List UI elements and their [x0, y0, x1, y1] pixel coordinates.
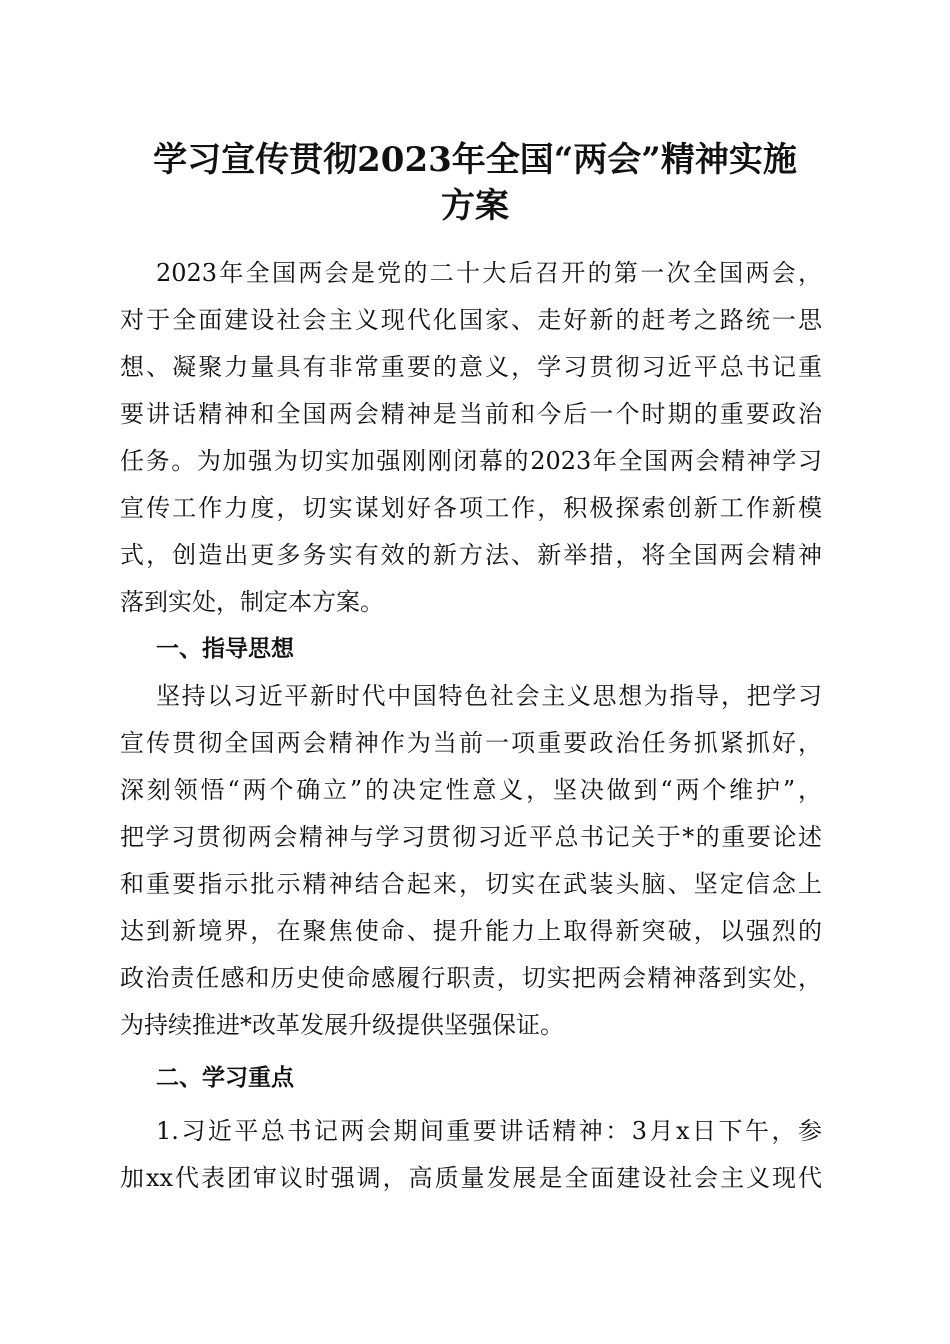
- section1-paragraph: [120, 673, 822, 1049]
- text-line: 坚持以习近平新时代中国特色社会主义思想为指导，把学习: [156, 682, 822, 710]
- text-line: 深刻领悟“两个确立”的决定性意义，坚决做到“两个维护”，: [120, 776, 822, 804]
- text-line: 达到新境界，在聚焦使命、提升能力上取得新突破，以强烈的: [120, 917, 822, 945]
- text-line: 宣传工作力度，切实谋划好各项工作，积极探索创新工作新模: [120, 494, 822, 522]
- text-line: 1.习近平总书记两会期间重要讲话精神：3月x日下午，参: [156, 1117, 822, 1145]
- intro-paragraph: [120, 250, 822, 626]
- text-line: 对于全面建设社会主义现代化国家、走好新的赶考之路统一思: [120, 306, 822, 334]
- text-line: 落到实处，制定本方案。: [120, 588, 384, 616]
- section-heading: 一、指导思想: [156, 636, 294, 662]
- text-line: 想、凝聚力量具有非常重要的意义，学习贯彻习近平总书记重: [120, 353, 822, 381]
- text-line: 2023年全国两会是党的二十大后召开的第一次全国两会，: [156, 259, 822, 287]
- document-title: 学习宣传贯彻2023年全国“两会”精神实施: [153, 140, 797, 180]
- text-line: 和重要指示批示精神结合起来，切实在武装头脑、坚定信念上: [120, 870, 822, 898]
- text-line: 要讲话精神和全国两会精神是当前和今后一个时期的重要政治: [120, 400, 822, 428]
- text-line: 任务。为加强为切实加强刚刚闭幕的2023年全国两会精神学习: [120, 447, 822, 475]
- document-body: [120, 250, 822, 1202]
- document-title-line2: 方案: [441, 186, 509, 226]
- text-line: 为持续推进*改革发展升级提供坚强保证。: [120, 1011, 564, 1039]
- text-line: 式，创造出更多务实有效的新方法、新举措，将全国两会精神: [120, 541, 822, 569]
- text-line: 宣传贯彻全国两会精神作为当前一项重要政治任务抓紧抓好，: [120, 729, 822, 757]
- text-line: 把学习贯彻两会精神与学习贯彻习近平总书记关于*的重要论述: [120, 823, 822, 851]
- text-line: 加xx代表团审议时强调，高质量发展是全面建设社会主义现代: [120, 1164, 822, 1192]
- text-line: 政治责任感和历史使命感履行职责，切实把两会精神落到实处，: [120, 964, 822, 992]
- section-heading: 二、学习重点: [156, 1065, 294, 1091]
- section2-paragraph: [120, 1108, 822, 1202]
